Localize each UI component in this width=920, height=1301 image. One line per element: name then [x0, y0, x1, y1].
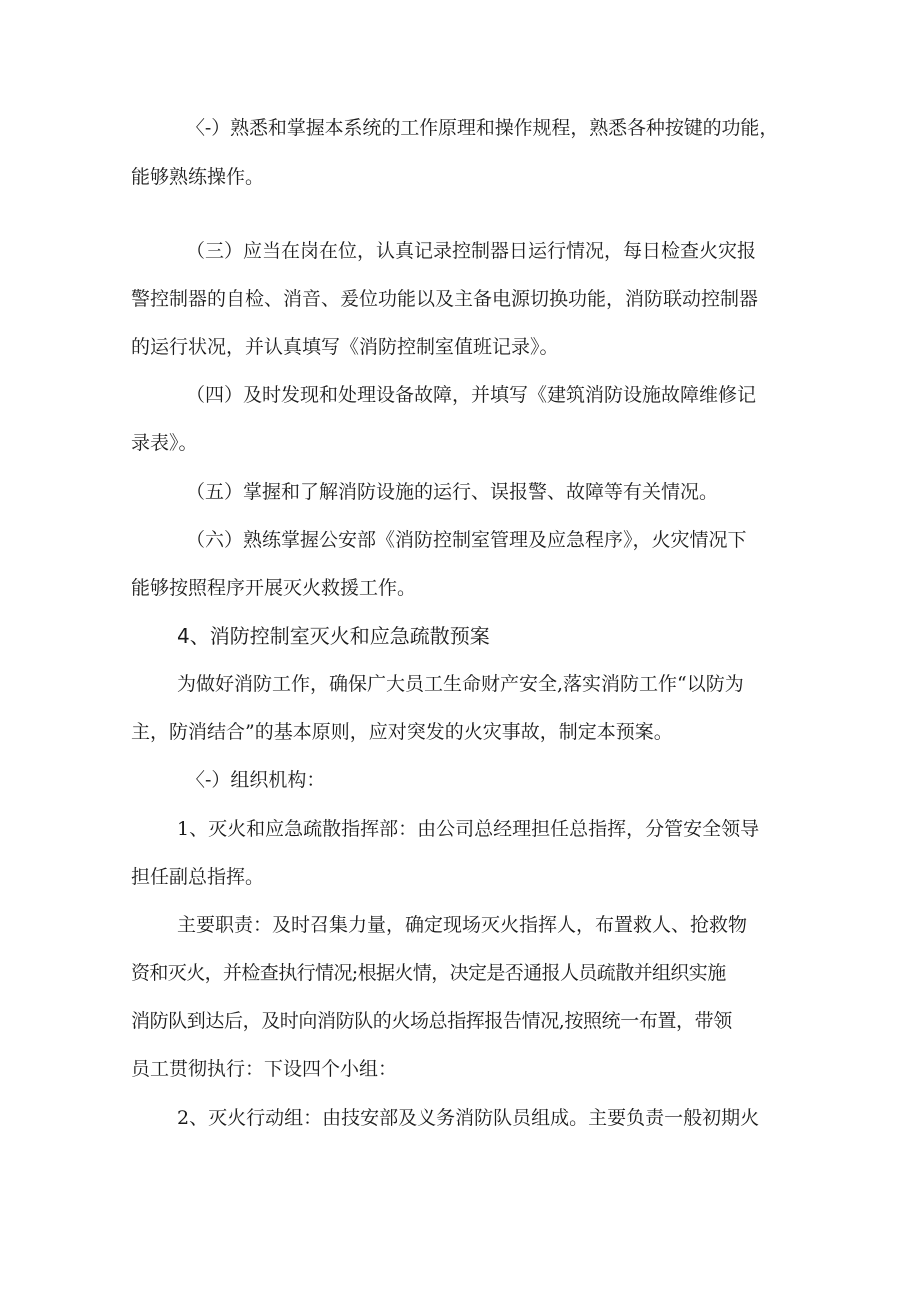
- paragraph-3-line-2: 警控制器的自检、消音、爰位功能以及主备电源切换功能，消防联动控制器: [131, 288, 759, 310]
- paragraph-4-line-1: （四）及时发现和处理设备故障，并填写《建筑消防设施故障维修记: [186, 384, 757, 406]
- duties-line-1: 主要职责：及时召集力量，确定现场灭火指挥人，布置救人、抢救物: [177, 914, 748, 936]
- duties-line-3: 消防队到达后，及时向消防队的火场总指挥报告情况,按照统一布置，带领: [131, 1010, 732, 1032]
- section-4-heading: 4、消防控制室灭火和应急疏散预案: [177, 624, 490, 648]
- duties-line-4: 员工贯彻执行：下设四个小组：: [131, 1058, 398, 1080]
- intro-line-2: 主，防消结合”的基本原则，应对突发的火灾事故，制定本预案。: [131, 721, 673, 743]
- paragraph-2-line-2: 能够熟练操作。: [131, 166, 265, 188]
- paragraph-6-line-1: （六）熟练掌握公安部《消防控制室管理及应急程序》，火灾情况下: [186, 529, 747, 551]
- paragraph-3-line-1: （三）应当在岗在位，认真记录控制器日运行情况，每日检查火灾报: [186, 240, 757, 262]
- item-1-line-1: 1、灭火和应急疏散指挥部：由公司总经理担任总指挥，分管安全领导: [177, 818, 760, 840]
- duties-line-2: 资和灭火，并检查执行情况;根据火情，决定是否通报人员疏散并组织实施: [131, 962, 726, 984]
- paragraph-3-line-3: 的运行状况，并认真填写《消防控制室值班记录》。: [131, 336, 559, 358]
- intro-line-1: 为做好消防工作，确保广大员工生命财产安全,落实消防工作“以防为: [177, 673, 744, 695]
- paragraph-2-line-1: 〈-）熟悉和掌握本系统的工作原理和操作规程，熟悉各种按键的功能，: [186, 117, 779, 139]
- organization-heading: 〈-）组织机构：: [186, 769, 326, 791]
- paragraph-5-line-1: （五）掌握和了解消防设施的运行、误报警、故障等有关情况。: [186, 481, 719, 503]
- item-2-line-1: 2、灭火行动组：由技安部及义务消防队员组成。主要负责一般初期火: [177, 1107, 760, 1129]
- paragraph-6-line-2: 能够按照程序开展灭火救援工作。: [131, 577, 417, 599]
- item-1-line-2: 担任副总指挥。: [131, 866, 265, 888]
- paragraph-4-line-2: 录表》。: [131, 432, 198, 454]
